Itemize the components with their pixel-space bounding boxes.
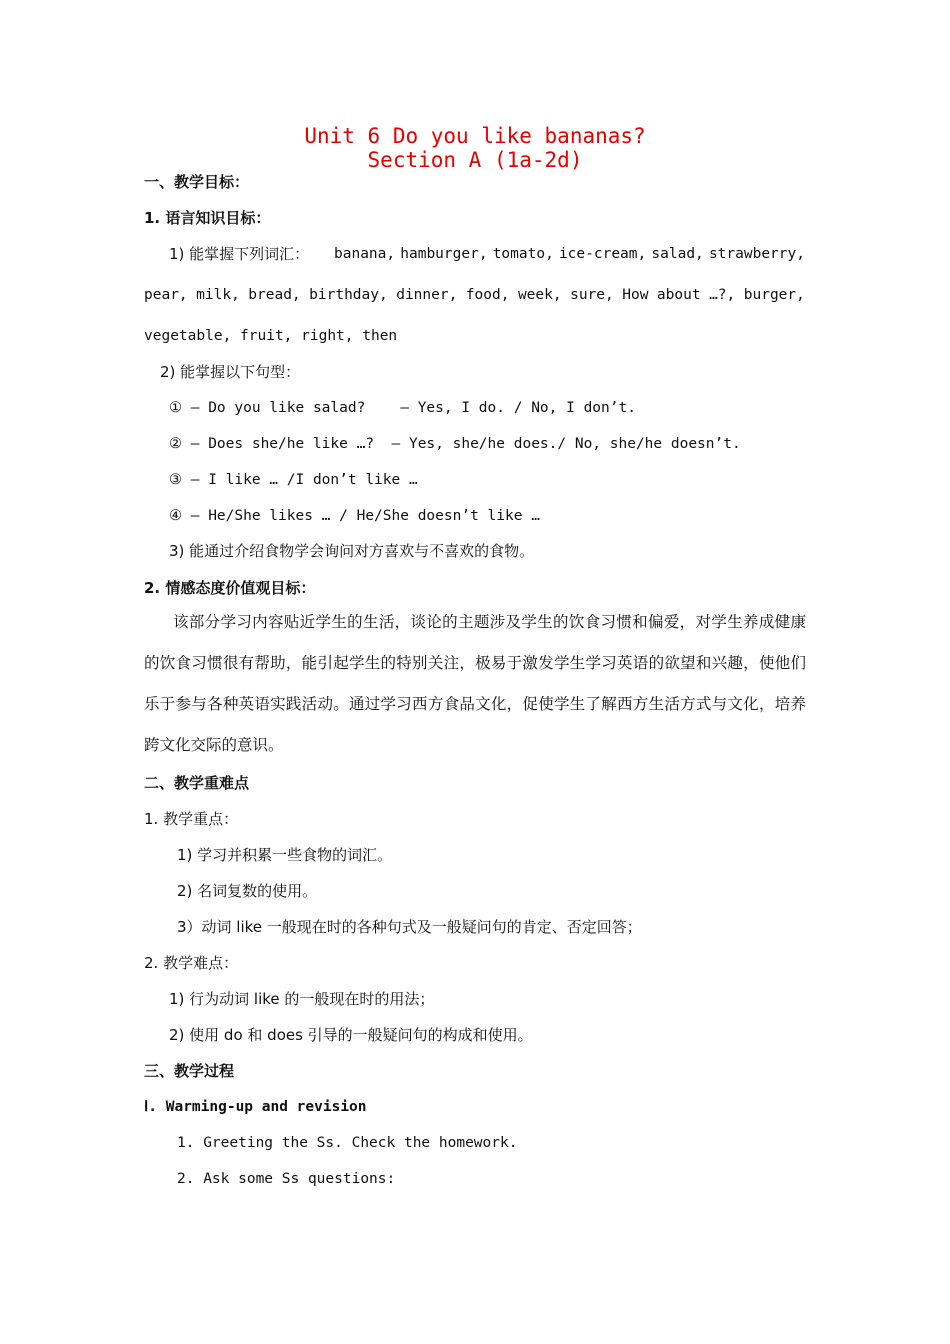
vocab-word: banana, — [334, 246, 396, 262]
vocab-word: hamburger, — [400, 246, 488, 262]
vocab-word: bread, — [248, 287, 301, 303]
vocab-word: sure, — [570, 287, 614, 303]
section-heading-objectives: 一、教学目标： — [144, 173, 250, 191]
vocab-word: burger, — [743, 287, 805, 303]
document-subtitle: Section A (1a-2d) — [367, 148, 583, 172]
vocab-word: tomato, — [492, 246, 554, 262]
section-heading-process: 三、教学过程 — [144, 1062, 235, 1080]
vocab-word: milk, — [196, 287, 240, 303]
vocab-word: dinner, — [396, 287, 458, 303]
document-title: Unit 6 Do you like bananas? — [304, 124, 646, 148]
subheading-emotion-goals: 2. 情感态度价值观目标： — [144, 579, 316, 597]
objective-item-3: 3) 能通过介绍食物学会询问对方喜欢与不喜欢的食物。 — [169, 542, 535, 560]
key-point-3: 3）动词 like 一般现在时的各种句式及一般疑问句的肯定、否定回答； — [177, 918, 642, 936]
vocab-word: salad, — [651, 246, 704, 262]
vocab-word: …?, — [709, 287, 736, 303]
subheading-key-points: 1. 教学重点： — [144, 810, 239, 828]
vocab-line-2 — [144, 285, 805, 305]
sentence-pattern-4: ④ — He/She likes … / He/She doesn’t like … — [169, 508, 540, 524]
difficulty-1: 1) 行为动词 like 的一般现在时的用法； — [169, 990, 435, 1008]
step-heading-warming-up: Ⅰ. Warming-up and revision — [144, 1099, 367, 1115]
subheading-difficulties: 2. 教学难点： — [144, 954, 239, 972]
vocab-word: week, — [517, 287, 562, 303]
vocab-word: How — [622, 287, 649, 303]
step-item-2: 2. Ask some Ss questions: — [177, 1171, 396, 1187]
vocab-word: birthday, — [309, 287, 388, 303]
difficulty-2: 2) 使用 do 和 does 引导的一般疑问句的构成和使用。 — [169, 1026, 533, 1044]
vocab-word: about — [656, 287, 701, 303]
vocab-word: food, — [465, 287, 510, 303]
vocab-word: ice-cream, — [558, 246, 647, 262]
sentence-pattern-3: ③ — I like … /I don’t like … — [169, 472, 418, 488]
vocab-word: strawberry, — [708, 246, 805, 262]
vocab-line-1 — [334, 244, 805, 264]
vocab-word: pear, — [144, 287, 188, 303]
emotion-paragraph: 该部分学习内容贴近学生的生活，谈论的主题涉及学生的饮食习惯和偏爱，对学生养成健康的饮食习惯很有帮助，能引起学生的特别关注，极易于激发学生学习英语的欲望和兴趣，使他们乐于参与各种英语实践活动。通过学习西方食品文化，促使学生了解西方生活方式与文化，培养跨文化交际的意识。 — [144, 613, 806, 754]
sentence-pattern-1: ① — Do you like salad? — Yes, I do. / No, I don’t. — [169, 400, 636, 416]
key-point-1: 1) 学习并积累一些食物的词汇。 — [177, 846, 393, 864]
sentence-pattern-2: ② — Does she/he like …? — Yes, she/he does./ No, she/he doesn’t. — [169, 436, 741, 452]
vocab-intro-label — [169, 244, 309, 264]
step-item-1: 1. Greeting the Ss. Check the homework. — [177, 1135, 518, 1151]
sentences-intro: 2) 能掌握以下句型： — [160, 363, 301, 381]
section-heading-key-points: 二、教学重难点 — [144, 774, 250, 792]
vocab-line-3: vegetable, fruit, right, then — [144, 328, 398, 344]
vocab-intro-text: 1) 能掌握下列词汇： — [169, 245, 310, 263]
subheading-language-goals: 1. 语言知识目标： — [144, 209, 271, 227]
key-point-2: 2) 名词复数的使用。 — [177, 882, 318, 900]
